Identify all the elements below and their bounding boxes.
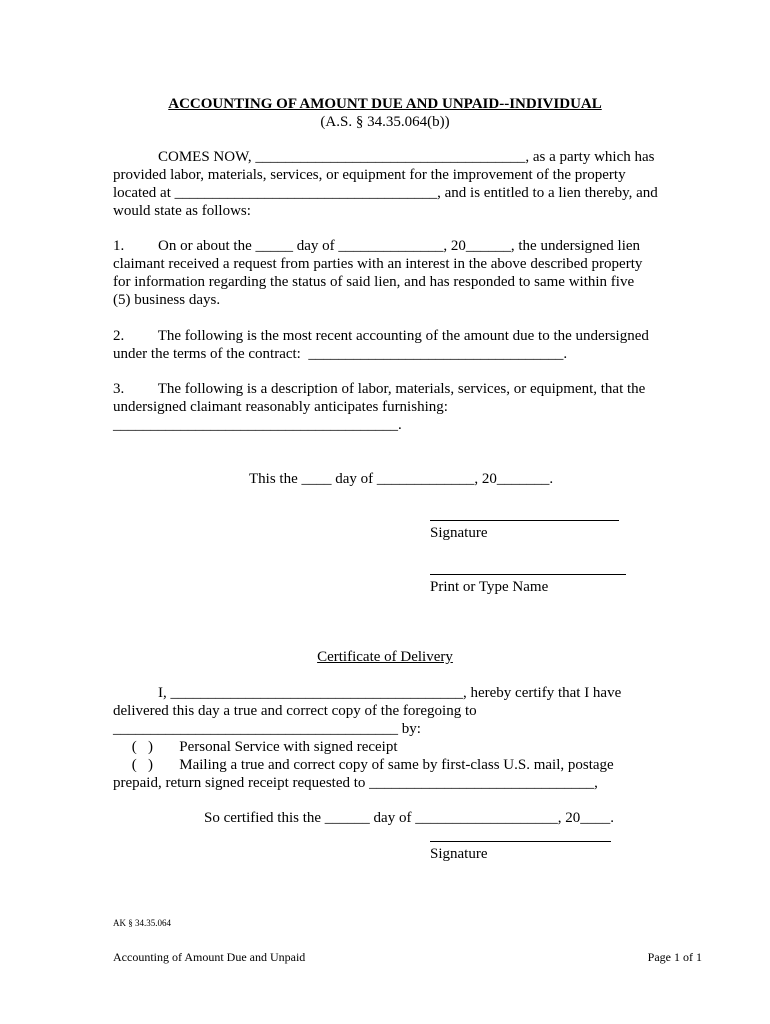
statute-reference: AK § 34.35.064 xyxy=(113,918,171,928)
certificate-line: delivered this day a true and correct copy of the foregoing to xyxy=(113,703,477,719)
para3-line: ______________________________________. xyxy=(113,417,402,433)
signature-label: Signature xyxy=(430,525,488,541)
signature-rule xyxy=(430,520,619,521)
print-name-rule xyxy=(430,574,626,575)
certificate-heading: Certificate of Delivery xyxy=(317,649,453,665)
intro-line: COMES NOW, ____________________________________, as a party which has xyxy=(113,149,655,165)
intro-line: would state as follows: xyxy=(113,203,251,219)
para1-line: claimant received a request from parties with an interest in the above described property xyxy=(113,256,643,272)
para1-line: 1. On or about the _____ day of ______________, 20______, the undersigned lien xyxy=(113,238,641,254)
signature-label-2: Signature xyxy=(430,846,488,862)
para1-line: (5) business days. xyxy=(113,292,221,308)
dated-line: This the ____ day of _____________, 20_______. xyxy=(249,471,554,487)
certificate-line: ______________________________________ by: xyxy=(113,721,421,737)
certificate-line: prepaid, return signed receipt requested to ______________________________, xyxy=(113,775,598,791)
intro-line: provided labor, materials, services, or equipment for the improvement of the property xyxy=(113,167,626,183)
signature-rule-2 xyxy=(430,841,611,842)
para2-line: 2. The following is the most recent accounting of the amount due to the undersigned xyxy=(113,328,649,344)
document-title: ACCOUNTING OF AMOUNT DUE AND UNPAID--INDIVIDUAL xyxy=(168,96,602,112)
page-number: Page 1 of 1 xyxy=(647,950,702,964)
footer-title: Accounting of Amount Due and Unpaid xyxy=(113,950,306,964)
so-certified-line: So certified this the ______ day of ___________________, 20____. xyxy=(204,810,614,826)
para3-line: undersigned claimant reasonably anticipates furnishing: xyxy=(113,399,448,415)
para3-line: 3. The following is a description of labor, materials, services, or equipment, that the xyxy=(113,381,646,397)
document-subtitle: (A.S. § 34.35.064(b)) xyxy=(320,114,450,130)
certificate-line: ( ) Mailing a true and correct copy of same by first-class U.S. mail, postage xyxy=(113,757,614,773)
para1-line: for information regarding the status of said lien, and has responded to same within five xyxy=(113,274,635,290)
intro-line: located at ___________________________________, and is entitled to a lien thereby, and xyxy=(113,185,658,201)
print-name-label: Print or Type Name xyxy=(430,579,549,595)
certificate-line: ( ) Personal Service with signed receipt xyxy=(113,739,398,755)
para2-line: under the terms of the contract: __________________________________. xyxy=(113,346,568,362)
certificate-line: I, _______________________________________, hereby certify that I have xyxy=(113,685,622,701)
